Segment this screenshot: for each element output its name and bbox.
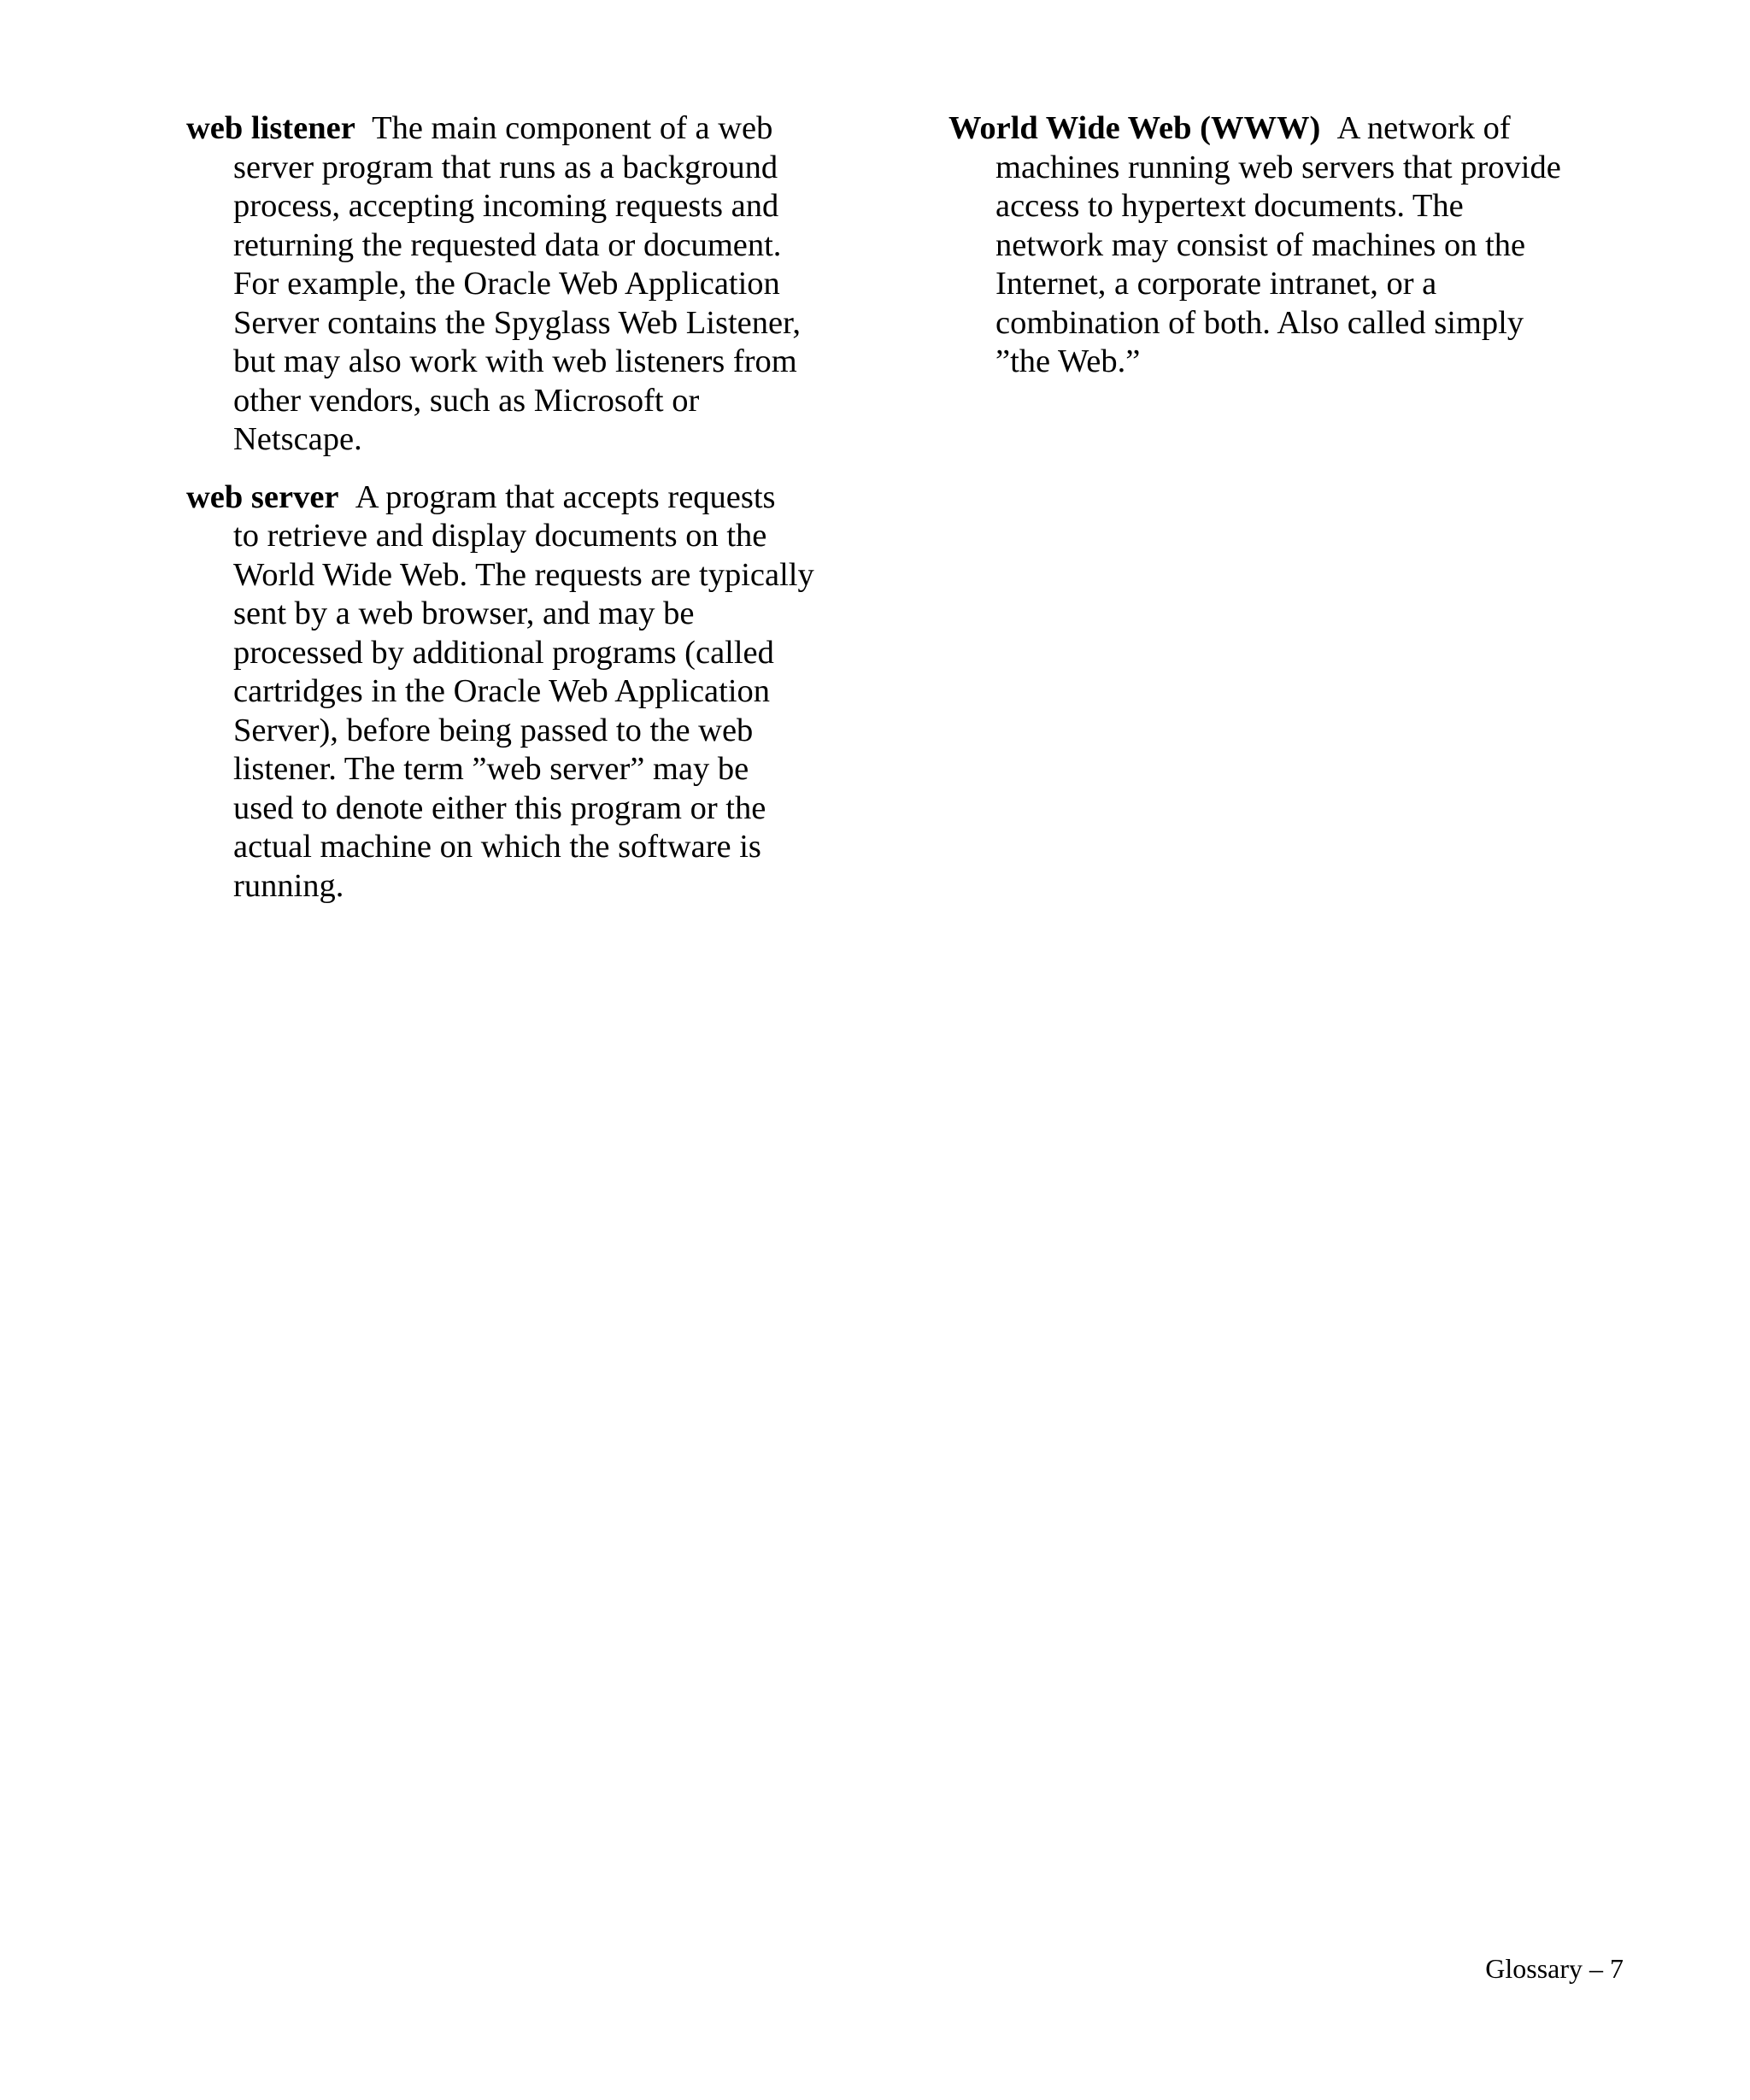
right-column xyxy=(948,109,1649,401)
definition-line: used to denote either this program or the xyxy=(233,789,766,826)
entry-first-line xyxy=(948,109,1649,149)
entry-term: web listener xyxy=(186,110,355,146)
definition-line: process, accepting incoming requests and xyxy=(233,188,779,224)
definition-line: combination of both. Also called simply xyxy=(995,304,1524,341)
definition-line: A program that accepts requests xyxy=(355,478,776,515)
definition-line: access to hypertext documents. The xyxy=(995,188,1464,224)
definition-line: other vendors, such as Microsoft or xyxy=(233,382,700,419)
page-number-footer: Glossary – 7 xyxy=(1485,1953,1624,1984)
definition-line: actual machine on which the software is xyxy=(233,829,761,865)
definition-line: sent by a web browser, and may be xyxy=(233,595,695,631)
definition-line: Server contains the Spyglass Web Listener, xyxy=(233,304,801,341)
glossary-entry-world-wide-web xyxy=(948,109,1649,382)
definition-line: processed by additional programs (called xyxy=(233,634,774,671)
definition-line: For example, the Oracle Web Application xyxy=(233,266,780,302)
definition-line: Netscape. xyxy=(233,421,362,457)
left-column xyxy=(186,109,870,924)
entry-first-line xyxy=(186,109,870,149)
definition-line: server program that runs as a background xyxy=(233,149,778,185)
definition-line: returning the requested data or document. xyxy=(233,226,782,263)
definition-line: A network of xyxy=(1336,110,1511,146)
definition-line: network may consist of machines on the xyxy=(995,226,1526,263)
definition-line: cartridges in the Oracle Web Application xyxy=(233,673,771,709)
definition-line: to retrieve and display documents on the xyxy=(233,518,767,554)
entry-term: World Wide Web (WWW) xyxy=(948,110,1321,146)
glossary-entry-web-server xyxy=(186,478,870,906)
definition-line: The main component of a web xyxy=(372,110,773,146)
glossary-entry-web-listener xyxy=(186,109,870,460)
entry-term: web server xyxy=(186,478,339,515)
definition-line: Server), before being passed to the web xyxy=(233,712,754,748)
entry-first-line xyxy=(186,478,870,518)
definition-line: machines running web servers that provide xyxy=(995,149,1561,185)
definition-line: World Wide Web. The requests are typically xyxy=(233,556,814,593)
definition-line: but may also work with web listeners from xyxy=(233,343,797,379)
definition-line: Internet, a corporate intranet, or a xyxy=(995,266,1437,302)
definition-line: listener. The term ”web server” may be xyxy=(233,751,749,787)
definition-line: running. xyxy=(233,867,344,904)
definition-line: ”the Web.” xyxy=(995,343,1141,379)
